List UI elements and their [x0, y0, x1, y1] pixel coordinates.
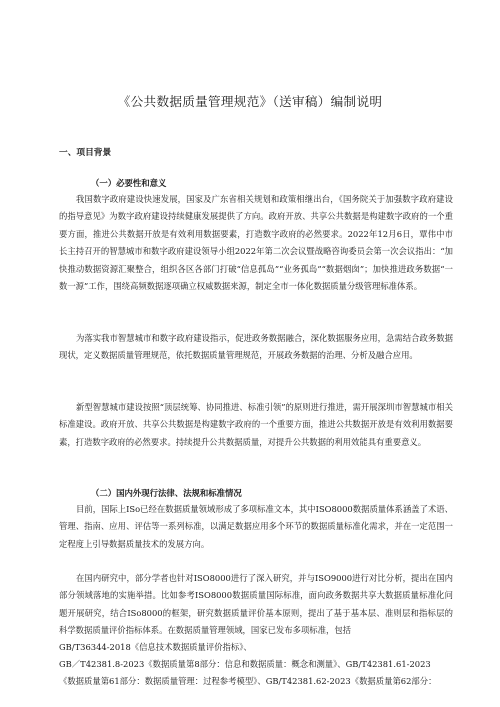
- subsection-heading-necessity: （一）必要性和意义: [91, 178, 167, 188]
- paragraph-necessity-3: 新型智慧城市建设按照“顶层统筹、协同推进、标准引领”的原则进行推进，需开展深圳市智慧城市相关标准建设。政府开放、共享公共数据是构建数字政府的一个重要方面，推进公共数据开放是有效利用数据要素，打造数字政府的必然要求。持续提升公共数据质量，对提升公共数据的利用效能具有重要意义。: [59, 402, 453, 447]
- paragraph-standards-1: 目前，国际上ISo已经在数据质量领域形成了多项标准文本，其中ISO8000数据质量体系涵盖了术语、管理、指南、应用、评估等一系列标准，以满足数据应用多个环节的数据质量标准化需求，并在一定范围一定程度上引导数据质量技术的发展方向。: [59, 504, 453, 549]
- section-heading-background: 一、项目背景: [59, 148, 112, 158]
- subsection-heading-standards: （二）国内外现行法律、法规和标准情况: [91, 488, 242, 498]
- paragraph-necessity-2: 为落实我市智慧城市和数字政府建设指示，促进政务数据融合，深化数据服务应用，急需结合政务数据现状，定义数据质量管理规范，依托数据质量管理规范，开展政务数据的治理、分析及融合应用。: [59, 333, 453, 361]
- standard-reference-line-1: GB/T36344-2018《信息技术数据质量评价指标》、: [59, 642, 252, 652]
- paragraph-necessity-1: 我国数字政府建设快速发展，国家及广东省相关规划和政策相继出台，《国务院关于加强数字政府建设的指导意见》为数字政府建设持续健康发展提供了方向。政府开放、共享公共数据是构建数字政府的一个重要方面，推进公共数据开放是有效利用数据要素，打造数字政府的必然要求。2022年12月6日，覃伟中市长主持召开的智慧城市和数字政府建设领导小组2022年第二次会议暨战略咨询委员会第一次会议指出：“加快推动数据资源汇聚整合，组织各区各部门打破“信息孤岛”“业务孤岛”“数据烟囱”；加快推进政务数据“一数一源”工作，围绕高频数据逐项确立权威数据来源，制定全市一体化数据质量分级管理标准体系。: [59, 194, 453, 292]
- document-title: 《公共数据质量管理规范》（送审稿）编制说明: [117, 94, 383, 109]
- standard-reference-line-2: GB／T42381.8-2023《数据质量第8部分：信息和数据质量：概念和测量》、GB/T42381.61-2023: [59, 659, 431, 669]
- standard-reference-line-3: 《数据质量第61部分：数据质量管理：过程参考模型》、GB/T42381.62-2023《数据质量第62部分：: [59, 676, 437, 686]
- paragraph-standards-2: 在国内研究中，部分学者也针对ISO8000进行了深入研究，并与ISO9000进行对比分析，提出在国内部分领域落地的实施举措。比如参考ISO8000数据质量国际标准，面向政务数据共享大数据质量标准化问题开展研究，结合ISo8000的框架，研究数据质量评价基本原则，提出了基于基本层、准则层和指标层的科学数据质量评价指标体系。在数据质量管理领域，国家已发布多项标准，包括: [59, 573, 453, 636]
